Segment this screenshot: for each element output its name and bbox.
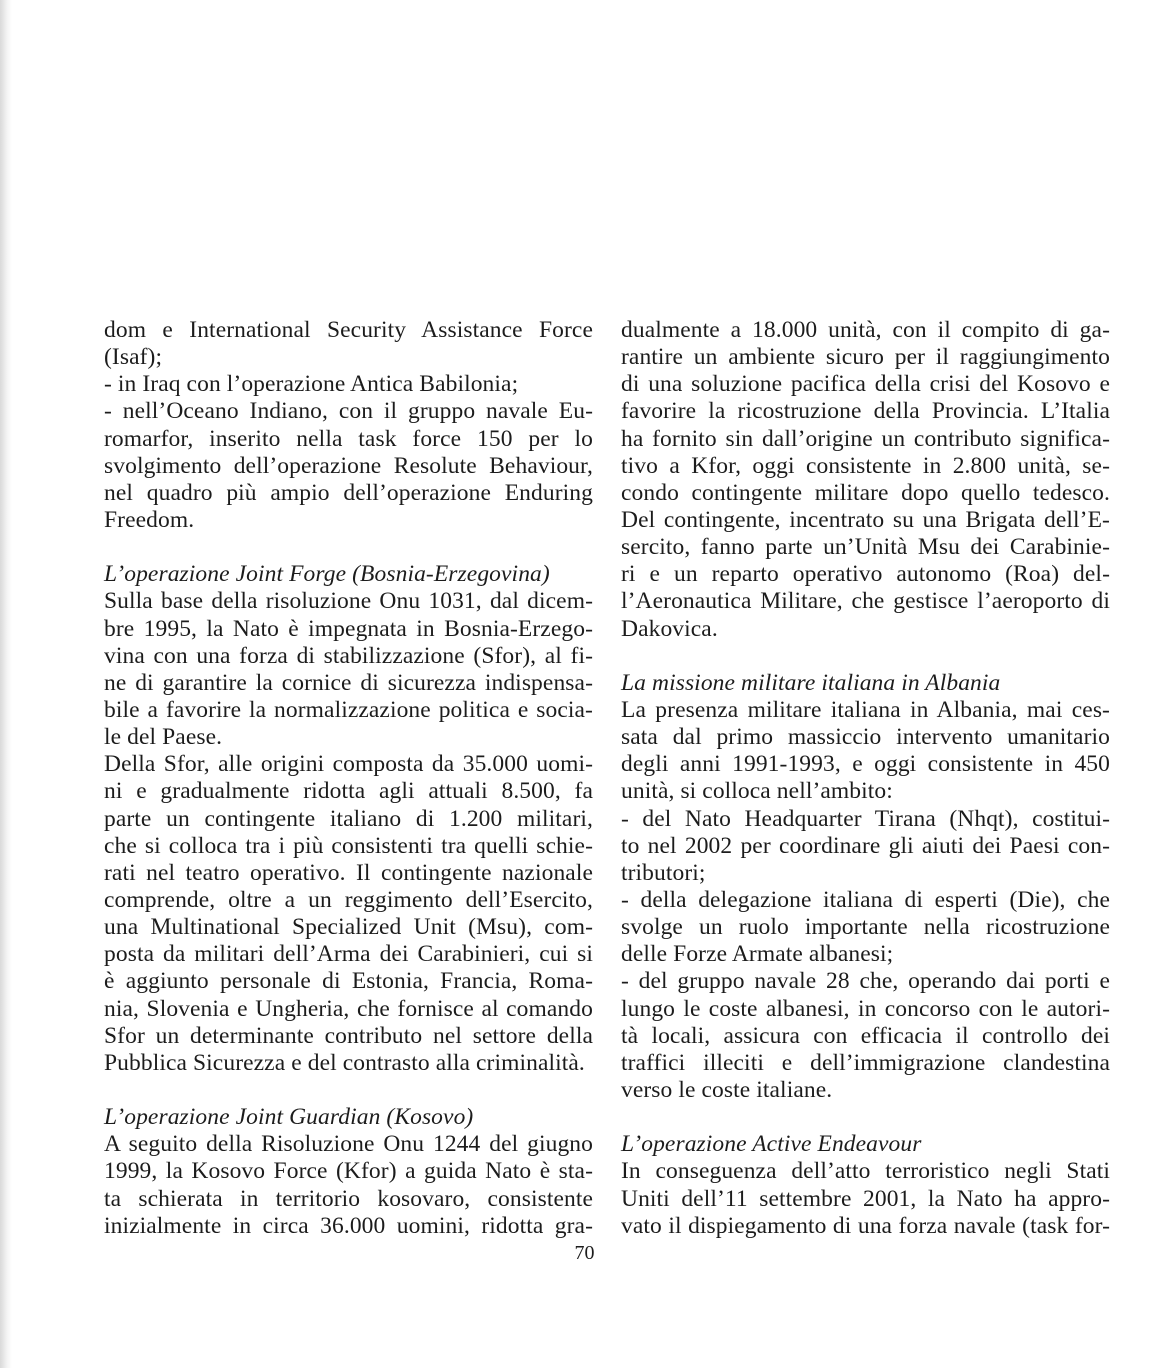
right-column-text-line: Del contingente, incentrato su una Brigata dell’E- — [621, 506, 1110, 533]
left-column-text-line: bre 1995, la Nato è impegnata in Bosnia-Erzego- — [104, 615, 593, 642]
left-column-text-line: parte un contingente italiano di 1.200 militari, — [104, 805, 593, 832]
left-column-text-line: 1999, la Kosovo Force (Kfor) a guida Nato è sta- — [104, 1158, 593, 1185]
right-column-text-line: lungo le coste albanesi, in concorso con le autori- — [621, 995, 1110, 1022]
left-column-text-line: Sfor un determinante contributo nel settore della — [104, 1022, 593, 1049]
right-column-section-heading: La missione militare italiana in Albania — [621, 669, 1001, 696]
right-column-text-line: rantire un ambiente sicuro per il raggiungimento — [621, 344, 1110, 371]
right-column-text-line: traffici illeciti e dell’immigrazione clandestina — [621, 1049, 1110, 1076]
left-column-text-line: (Isaf); — [104, 344, 163, 371]
right-column-text-line: favorire la ricostruzione della Provincia. L’Italia — [621, 398, 1110, 425]
left-column-text-line: le del Paese. — [104, 724, 223, 751]
right-column-paragraph-gap — [621, 1104, 1110, 1131]
left-column-paragraph-gap — [104, 534, 593, 561]
right-column-text-line: Dakovica. — [621, 615, 718, 642]
left-column-text-line: rati nel teatro operativo. Il contingente nazionale — [104, 859, 593, 886]
left-column-section-heading: L’operazione Joint Forge (Bosnia-Erzegovina) — [104, 561, 550, 588]
left-text-column — [104, 317, 593, 1240]
left-column-text-line: posta da militari dell’Arma dei Carabinieri, cui si — [104, 941, 593, 968]
right-column-paragraph-gap — [621, 643, 1110, 670]
left-column-text-line: è aggiunto personale di Estonia, Francia, Roma- — [104, 968, 593, 995]
left-column-text-line: ni e gradualmente ridotta agli attuali 8.500, fa — [104, 778, 593, 805]
right-column-text-line: Uniti dell’11 settembre 2001, la Nato ha appro- — [621, 1185, 1110, 1212]
right-column-text-line: l’Aeronautica Militare, che gestisce l’aeroporto di — [621, 588, 1110, 615]
right-column-text-line: tà locali, assicura con efficacia il controllo dei — [621, 1022, 1110, 1049]
right-column-text-line: In conseguenza dell’atto terroristico negli Stati — [621, 1158, 1110, 1185]
left-column-text-line: inizialmente in circa 36.000 uomini, ridotta gra- — [104, 1212, 593, 1239]
right-column-text-line: sercito, fanno parte un’Unità Msu dei Carabinie- — [621, 534, 1110, 561]
right-column-text-line: unità, si colloca nell’ambito: — [621, 778, 893, 805]
right-column-text-line: tivo a Kfor, oggi consistente in 2.800 unità, se- — [621, 452, 1110, 479]
left-column-text-line: ta schierata in territorio kosovaro, consistente — [104, 1185, 593, 1212]
left-column-paragraph-gap — [104, 1077, 593, 1104]
left-column-text-line: ne di garantire la cornice di sicurezza indispensa- — [104, 669, 593, 696]
right-column-text-line: La presenza militare italiana in Albania, mai ces- — [621, 696, 1110, 723]
left-column-section-heading: L’operazione Joint Guardian (Kosovo) — [104, 1104, 474, 1131]
right-column-text-line: dualmente a 18.000 unità, con il compito di ga- — [621, 317, 1110, 343]
left-column-text-line: Pubblica Sicurezza e del contrasto alla criminalità. — [104, 1049, 585, 1076]
right-column-section-heading: L’operazione Active Endeavour — [621, 1131, 922, 1158]
page-number: 70 — [574, 1242, 595, 1264]
right-column-text-line: ha fornito sin dall’origine un contributo significa- — [621, 425, 1110, 452]
left-column-text-line: vina con una forza di stabilizzazione (Sfor), al fi- — [104, 642, 593, 669]
left-column-text-line: Della Sfor, alle origini composta da 35.000 uomi- — [104, 751, 593, 778]
left-column-text-line: A seguito della Risoluzione Onu 1244 del giugno — [104, 1131, 593, 1158]
left-column-text-line: - nell’Oceano Indiano, con il gruppo navale Eu- — [104, 398, 593, 425]
right-column-text-line: to nel 2002 per coordinare gli aiuti dei Paesi con- — [621, 832, 1110, 859]
left-column-text-line: Sulla base della risoluzione Onu 1031, dal dicem- — [104, 588, 593, 615]
left-column-text-line: nel quadro più ampio dell’operazione Enduring — [104, 479, 593, 506]
right-column-text-line: svolge un ruolo importante nella ricostruzione — [621, 914, 1110, 941]
right-text-column — [621, 317, 1110, 1240]
right-column-text-line: condo contingente militare dopo quello tedesco. — [621, 479, 1110, 506]
left-column-text-line: una Multinational Specialized Unit (Msu), com- — [104, 914, 593, 941]
left-column-text-line: dom e International Security Assistance Force — [104, 317, 593, 343]
right-column-text-line: - del Nato Headquarter Tirana (Nhqt), costitui- — [621, 805, 1110, 832]
left-column-text-line: - in Iraq con l’operazione Antica Babilonia; — [104, 371, 519, 398]
right-column-text-line: vato il dispiegamento di una forza navale (task for- — [621, 1212, 1110, 1239]
left-column-text-line: comprende, oltre a un reggimento dell’Esercito, — [104, 886, 593, 913]
right-column-text-line: ri e un reparto operativo autonomo (Roa) del- — [621, 561, 1110, 588]
left-column-text-line: Freedom. — [104, 506, 195, 533]
left-column-text-line: svolgimento dell’operazione Resolute Behaviour, — [104, 452, 593, 479]
right-column-text-line: - del gruppo navale 28 che, operando dai porti e — [621, 968, 1110, 995]
right-column-text-line: delle Forze Armate albanesi; — [621, 941, 894, 968]
right-column-text-line: tributori; — [621, 859, 706, 886]
left-column-text-line: romarfor, inserito nella task force 150 per lo — [104, 425, 593, 452]
right-column-text-line: di una soluzione pacifica della crisi del Kosovo e — [621, 371, 1110, 398]
right-column-text-line: - della delegazione italiana di esperti (Die), che — [621, 886, 1110, 913]
right-column-text-line: degli anni 1991-1993, e oggi consistente in 450 — [621, 751, 1110, 778]
left-column-text-line: che si colloca tra i più consistenti tra quelli schie- — [104, 832, 593, 859]
scan-edge-shadow — [0, 0, 12, 1368]
right-column-text-line: verso le coste italiane. — [621, 1076, 833, 1103]
right-column-text-line: sata dal primo massiccio intervento umanitario — [621, 724, 1110, 751]
left-column-text-line: bile a favorire la normalizzazione politica e socia- — [104, 696, 593, 723]
left-column-text-line: nia, Slovenia e Ungheria, che fornisce al comando — [104, 995, 593, 1022]
